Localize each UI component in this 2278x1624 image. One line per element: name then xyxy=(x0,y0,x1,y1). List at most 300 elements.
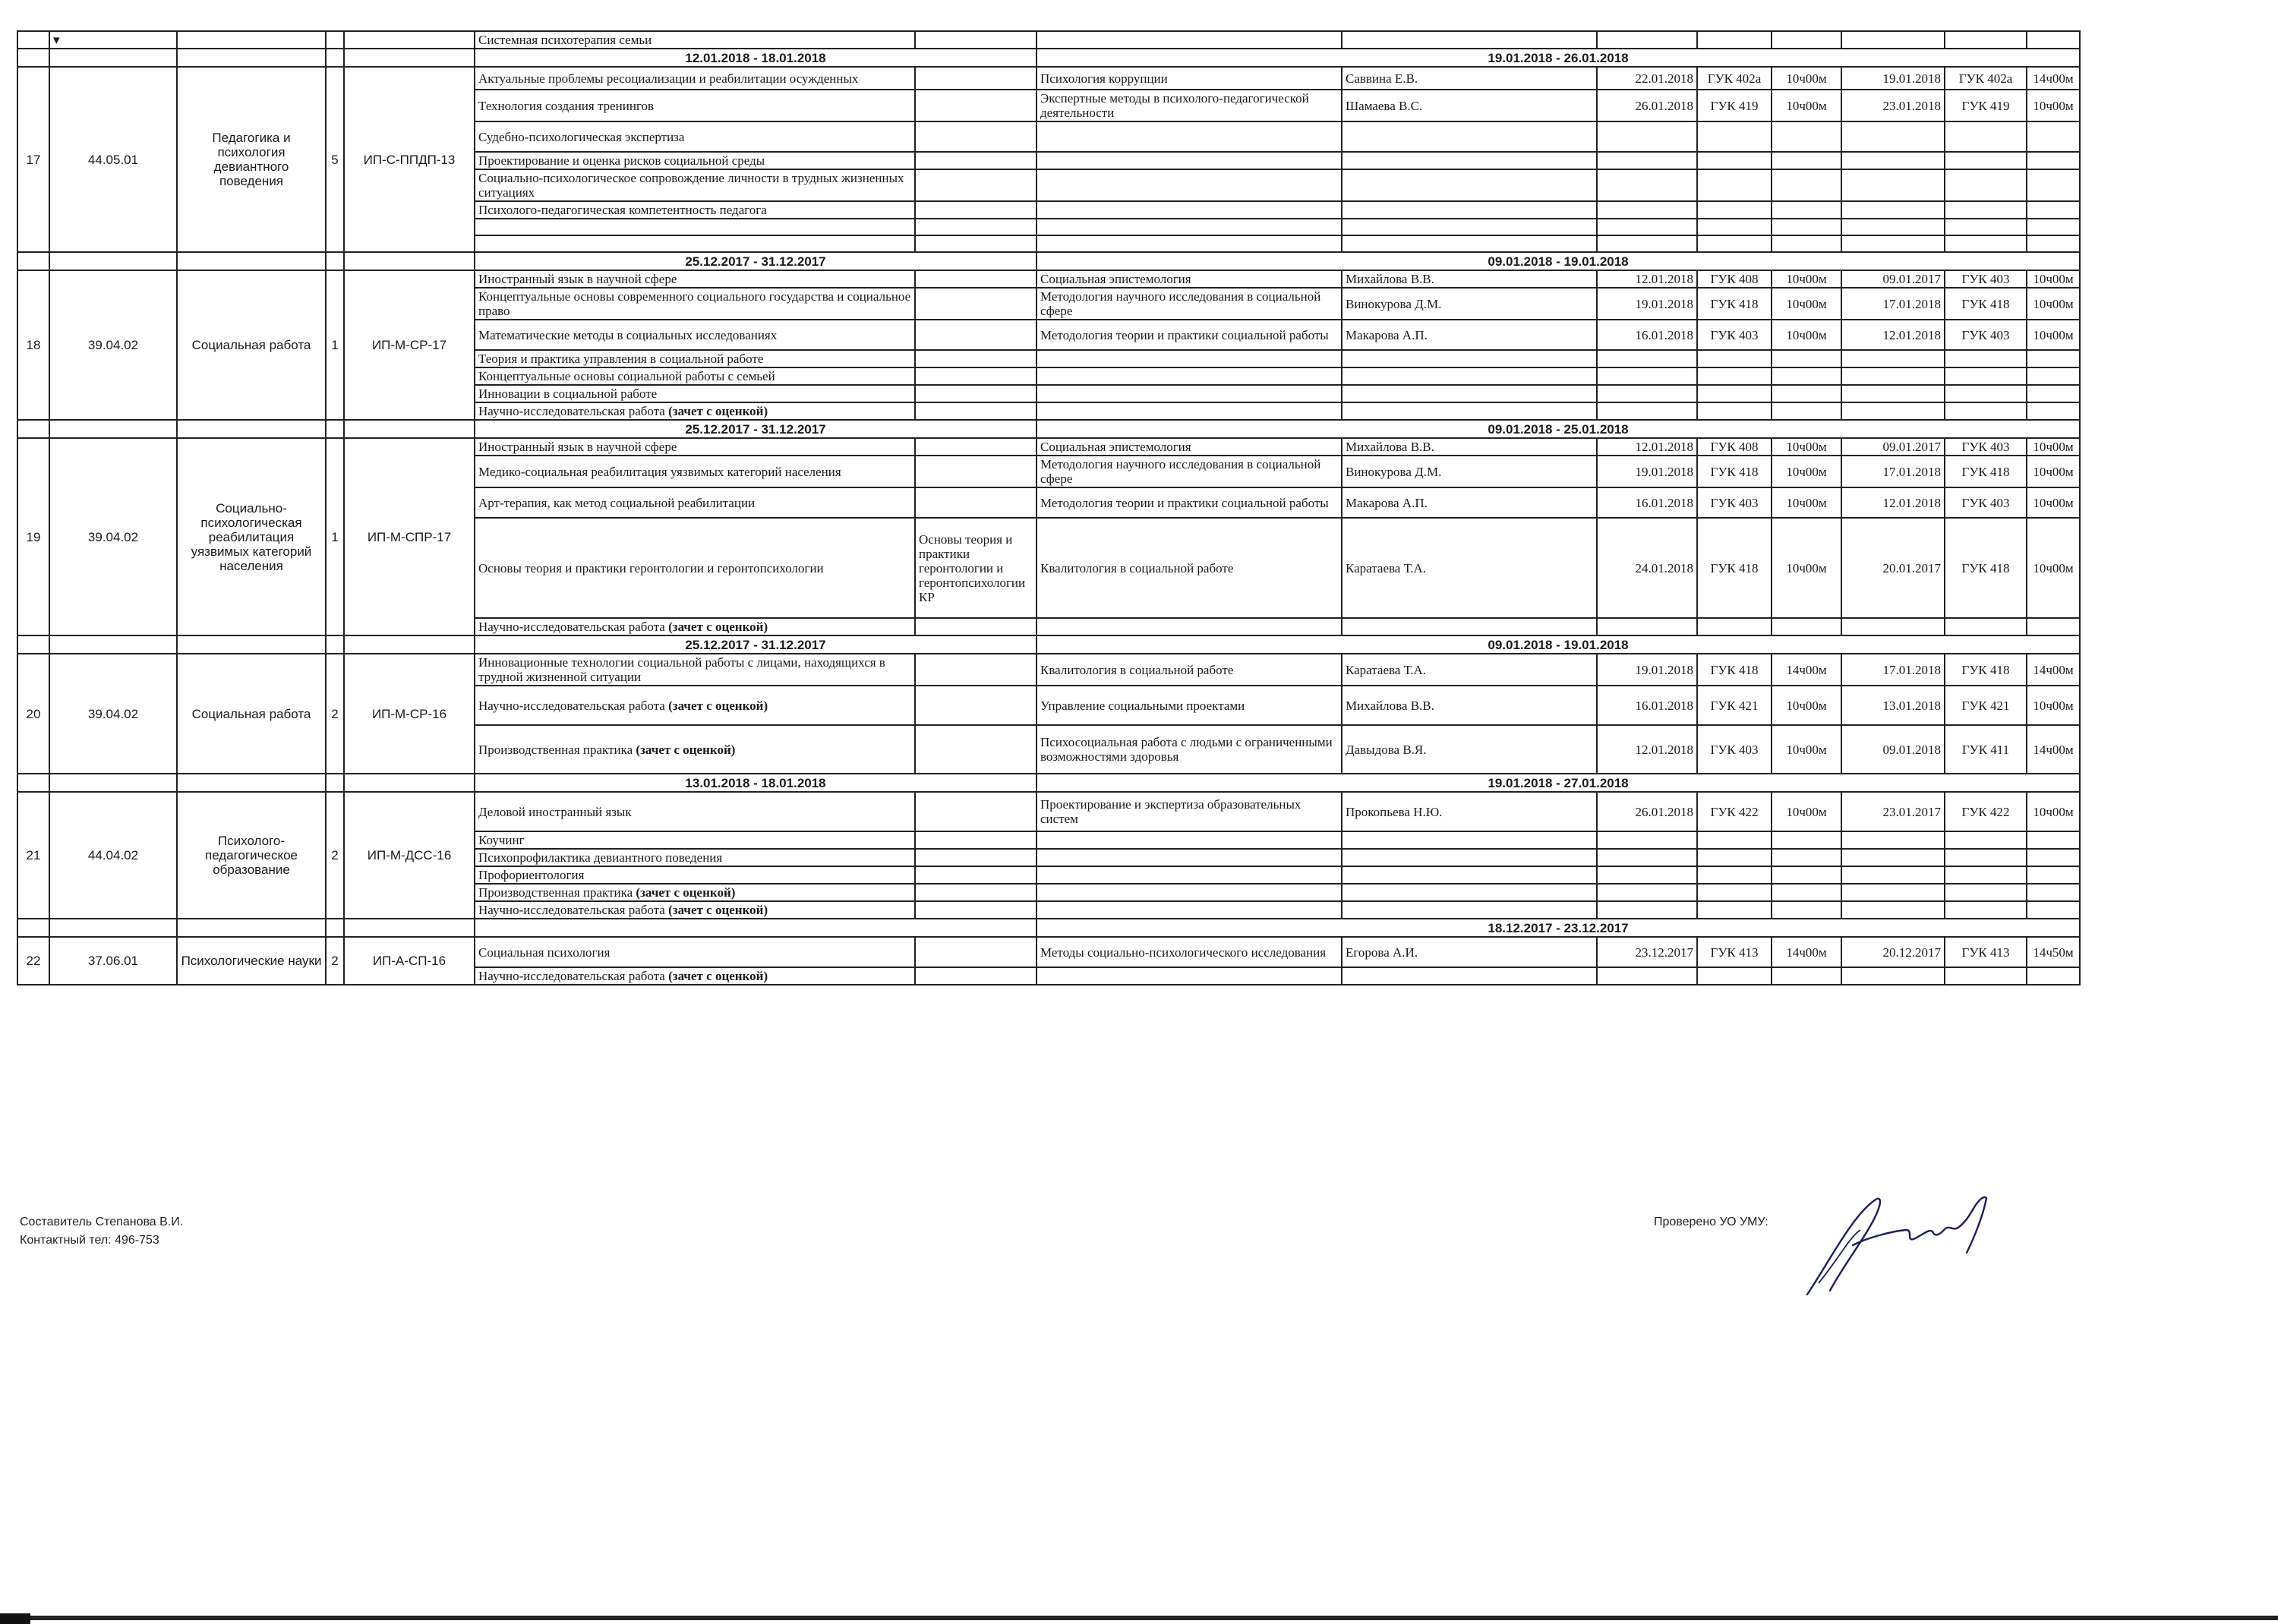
credit-type: (зачет с оценкой) xyxy=(668,969,768,983)
consult-date xyxy=(1841,169,1945,201)
exam-date xyxy=(1597,402,1697,420)
consult-time xyxy=(2027,235,2080,252)
credit-subject xyxy=(475,201,915,219)
consult-date xyxy=(1841,402,1945,420)
consult-time xyxy=(2027,152,2080,169)
consult-date xyxy=(1841,350,1945,367)
consult-room xyxy=(1945,866,2027,884)
exam-date: 12.01.2018 xyxy=(1597,438,1697,456)
consult-time xyxy=(2027,201,2080,219)
consult-room xyxy=(1945,849,2027,866)
exam-time xyxy=(1772,385,1841,402)
cell-empty xyxy=(1841,31,1945,49)
period-right: 19.01.2018 - 26.01.2018 xyxy=(1036,49,2080,67)
teacher-name xyxy=(1342,884,1597,901)
coursework-cell xyxy=(915,90,1036,121)
exam-date xyxy=(1597,121,1697,152)
consult-date: 09.01.2017 xyxy=(1841,438,1945,456)
exam-time: 10ч00м xyxy=(1772,90,1841,121)
table-row xyxy=(17,792,2080,831)
coursework-cell xyxy=(915,235,1036,252)
cell-empty xyxy=(17,252,49,270)
exam-subject: Управление социальными проектами xyxy=(1036,686,1342,725)
consult-time: 10ч00м xyxy=(2027,438,2080,456)
cell-empty xyxy=(1036,31,1342,49)
exam-subject xyxy=(1036,169,1342,201)
consult-room xyxy=(1945,350,2027,367)
cell-empty xyxy=(49,420,177,438)
exam-subject xyxy=(1036,367,1342,385)
coursework-cell xyxy=(915,937,1036,967)
cell-empty xyxy=(915,31,1036,49)
teacher-name: Михайлова В.В. xyxy=(1342,686,1597,725)
credit-subject-text: Профориентология xyxy=(478,868,585,882)
consult-date xyxy=(1841,152,1945,169)
exam-date xyxy=(1597,152,1697,169)
consult-date xyxy=(1841,235,1945,252)
cell-empty xyxy=(177,31,326,49)
consult-room xyxy=(1945,219,2027,235)
exam-room xyxy=(1697,219,1772,235)
cell-empty xyxy=(326,774,344,792)
semester: 1 xyxy=(326,438,344,635)
coursework-cell xyxy=(915,350,1036,367)
consult-room xyxy=(1945,884,2027,901)
exam-room: ГУК 408 xyxy=(1697,438,1772,456)
group-code: ИП-М-СПР-17 xyxy=(344,438,475,635)
consult-room xyxy=(1945,367,2027,385)
specialty-code: 44.05.01 xyxy=(49,67,177,252)
coursework-cell: Основы теория и практики геронтологии и геронтопсихологии КР xyxy=(915,518,1036,618)
credit-subject-text: Концептуальные основы современного социального государства и социальное право xyxy=(478,289,911,318)
exam-room xyxy=(1697,901,1772,919)
credit-subject xyxy=(475,792,915,831)
credit-subject xyxy=(475,849,915,866)
period-header-row xyxy=(17,252,2080,270)
consult-time xyxy=(2027,121,2080,152)
exam-subject: Психосоциальная работа с людьми с ограниченными возможностями здоровья xyxy=(1036,725,1342,774)
cell-empty xyxy=(177,774,326,792)
cell-empty xyxy=(2027,31,2080,49)
teacher-name: Винокурова Д.М. xyxy=(1342,456,1597,487)
credit-subject xyxy=(475,219,915,235)
exam-time: 10ч00м xyxy=(1772,270,1841,288)
credit-subject xyxy=(475,90,915,121)
period-left: 25.12.2017 - 31.12.2017 xyxy=(475,420,1036,438)
teacher-name xyxy=(1342,169,1597,201)
row-number: 21 xyxy=(17,792,49,919)
cell-empty xyxy=(177,635,326,654)
exam-time xyxy=(1772,884,1841,901)
credit-subject xyxy=(475,121,915,152)
coursework-cell xyxy=(915,67,1036,90)
credit-subject xyxy=(475,456,915,487)
credit-subject xyxy=(475,686,915,725)
cell-empty xyxy=(177,252,326,270)
teacher-name xyxy=(1342,152,1597,169)
exam-date: 12.01.2018 xyxy=(1597,725,1697,774)
consult-date: 12.01.2018 xyxy=(1841,487,1945,518)
credit-subject xyxy=(475,866,915,884)
contact-phone: Контактный тел: 496-753 xyxy=(20,1234,159,1247)
program-name: Педагогика и психология девиантного поведения xyxy=(177,67,326,252)
credit-subject xyxy=(475,725,915,774)
coursework-cell xyxy=(915,831,1036,849)
exam-date xyxy=(1597,618,1697,635)
credit-subject xyxy=(475,518,915,618)
semester: 1 xyxy=(326,270,344,420)
exam-time: 10ч00м xyxy=(1772,518,1841,618)
exam-subject xyxy=(1036,884,1342,901)
period-left: 25.12.2017 - 31.12.2017 xyxy=(475,252,1036,270)
period-right: 19.01.2018 - 27.01.2018 xyxy=(1036,774,2080,792)
table-row xyxy=(17,654,2080,686)
credit-subject-text: Иностранный язык в научной сфере xyxy=(478,440,677,454)
exam-time: 10ч00м xyxy=(1772,456,1841,487)
consult-date: 17.01.2018 xyxy=(1841,288,1945,320)
credit-subject xyxy=(475,270,915,288)
program-name: Социальная работа xyxy=(177,270,326,420)
cell-empty xyxy=(1697,31,1772,49)
exam-subject xyxy=(1036,201,1342,219)
exam-room: ГУК 402а xyxy=(1697,67,1772,90)
compiler-name: Составитель Степанова В.И. xyxy=(20,1216,184,1228)
exam-room xyxy=(1697,385,1772,402)
credit-subject-text: Социальная психология xyxy=(478,944,611,960)
consult-time xyxy=(2027,367,2080,385)
exam-time xyxy=(1772,901,1841,919)
exam-schedule-table xyxy=(17,30,2081,985)
credit-type: (зачет с оценкой) xyxy=(668,698,768,713)
coursework-cell xyxy=(915,169,1036,201)
exam-date xyxy=(1597,219,1697,235)
exam-room xyxy=(1697,967,1772,985)
semester: 2 xyxy=(326,654,344,774)
credit-subject-text: Теория и практика управления в социальной работе xyxy=(478,352,764,366)
cell-empty xyxy=(344,31,475,49)
consult-time: 10ч00м xyxy=(2027,518,2080,618)
credit-subject-text: Научно-исследовательская работа xyxy=(478,903,665,917)
semester: 2 xyxy=(326,937,344,985)
row-number: 20 xyxy=(17,654,49,774)
cell-empty xyxy=(326,49,344,67)
exam-date xyxy=(1597,367,1697,385)
credit-subject xyxy=(475,967,915,985)
specialty-code: 39.04.02 xyxy=(49,654,177,774)
exam-date: 23.12.2017 xyxy=(1597,937,1697,967)
table-row xyxy=(17,438,2080,456)
exam-subject: Проектирование и экспертиза образовательных систем xyxy=(1036,792,1342,831)
exam-date xyxy=(1597,385,1697,402)
scan-edge-mark xyxy=(0,1613,30,1624)
consult-time: 10ч00м xyxy=(2027,288,2080,320)
teacher-name: Прокопьева Н.Ю. xyxy=(1342,792,1597,831)
credit-subject-text: Коучинг xyxy=(478,833,525,847)
exam-subject xyxy=(1036,967,1342,985)
exam-room xyxy=(1697,367,1772,385)
exam-room xyxy=(1697,201,1772,219)
cell-empty xyxy=(49,919,177,937)
exam-subject xyxy=(1036,385,1342,402)
credit-subject xyxy=(475,152,915,169)
exam-subject xyxy=(1036,402,1342,420)
cell-empty xyxy=(49,774,177,792)
exam-room: ГУК 422 xyxy=(1697,792,1772,831)
group-code: ИП-С-ППДП-13 xyxy=(344,67,475,252)
consult-time: 14ч00м xyxy=(2027,67,2080,90)
exam-time: 14ч00м xyxy=(1772,654,1841,686)
cell-empty xyxy=(326,635,344,654)
exam-room: ГУК 413 xyxy=(1697,937,1772,967)
teacher-name: Шамаева В.С. xyxy=(1342,90,1597,121)
exam-time xyxy=(1772,618,1841,635)
coursework-cell xyxy=(915,288,1036,320)
program-name: Психологические науки xyxy=(177,937,326,985)
credit-subject-text: Научно-исследовательская работа xyxy=(478,620,665,634)
exam-subject xyxy=(1036,350,1342,367)
credit-type: (зачет с оценкой) xyxy=(668,620,768,634)
period-header-row xyxy=(17,774,2080,792)
exam-subject: Социальная эпистемология xyxy=(1036,270,1342,288)
consult-time xyxy=(2027,849,2080,866)
teacher-name xyxy=(1342,235,1597,252)
exam-room: ГУК 418 xyxy=(1697,456,1772,487)
credit-subject xyxy=(475,901,915,919)
coursework-cell xyxy=(915,884,1036,901)
credit-subject-text: Инновационные технологии социальной работы с лицами, находящихся в трудной жизненной ситуации xyxy=(478,655,885,684)
coursework-cell xyxy=(915,121,1036,152)
exam-time: 10ч00м xyxy=(1772,686,1841,725)
group-code: ИП-А-СП-16 xyxy=(344,937,475,985)
consult-time xyxy=(2027,169,2080,201)
cell-empty xyxy=(344,635,475,654)
exam-subject: Психология коррупции xyxy=(1036,67,1342,90)
teacher-name xyxy=(1342,385,1597,402)
consult-time xyxy=(2027,385,2080,402)
coursework-cell xyxy=(915,654,1036,686)
coursework-cell xyxy=(915,967,1036,985)
credit-subject-text: Научно-исследовательская работа xyxy=(478,969,665,983)
credit-subject-text: Научно-исследовательская работа xyxy=(478,698,665,713)
exam-subject xyxy=(1036,235,1342,252)
exam-subject xyxy=(1036,152,1342,169)
consult-room: ГУК 403 xyxy=(1945,438,2027,456)
exam-time xyxy=(1772,201,1841,219)
exam-date xyxy=(1597,169,1697,201)
exam-time: 10ч00м xyxy=(1772,438,1841,456)
consult-time xyxy=(2027,402,2080,420)
consult-date: 17.01.2018 xyxy=(1841,654,1945,686)
teacher-name xyxy=(1342,618,1597,635)
credit-subject-text: Деловой иностранный язык xyxy=(478,804,632,819)
cell-empty xyxy=(344,49,475,67)
teacher-name: Каратаева Т.А. xyxy=(1342,654,1597,686)
credit-subject xyxy=(475,654,915,686)
teacher-name xyxy=(1342,219,1597,235)
cell-empty xyxy=(17,420,49,438)
exam-subject: Экспертные методы в психолого-педагогической деятельности xyxy=(1036,90,1342,121)
cell-empty xyxy=(1597,31,1697,49)
consult-room: ГУК 418 xyxy=(1945,288,2027,320)
consult-date xyxy=(1841,884,1945,901)
consult-date: 20.01.2017 xyxy=(1841,518,1945,618)
exam-subject xyxy=(1036,831,1342,849)
exam-subject xyxy=(1036,618,1342,635)
consult-time: 14ч00м xyxy=(2027,654,2080,686)
consult-time: 10ч00м xyxy=(2027,270,2080,288)
credit-subject-text: Судебно-психологическая экспертиза xyxy=(478,129,685,144)
exam-subject xyxy=(1036,849,1342,866)
credit-subject-text: Научно-исследовательская работа xyxy=(478,404,665,418)
teacher-name xyxy=(1342,849,1597,866)
exam-date: 16.01.2018 xyxy=(1597,686,1697,725)
credit-subject xyxy=(475,937,915,967)
exam-time xyxy=(1772,402,1841,420)
teacher-name: Давыдова В.Я. xyxy=(1342,725,1597,774)
consult-room: ГУК 403 xyxy=(1945,487,2027,518)
specialty-code: 39.04.02 xyxy=(49,270,177,420)
coursework-cell xyxy=(915,686,1036,725)
row-number: 19 xyxy=(17,438,49,635)
exam-subject: Методология теории и практики социальной работы xyxy=(1036,487,1342,518)
exam-time xyxy=(1772,967,1841,985)
consult-date xyxy=(1841,849,1945,866)
credit-subject xyxy=(475,618,915,635)
exam-date xyxy=(1597,849,1697,866)
consult-date xyxy=(1841,901,1945,919)
consult-time xyxy=(2027,967,2080,985)
consult-date xyxy=(1841,385,1945,402)
coursework-cell xyxy=(915,270,1036,288)
exam-room xyxy=(1697,866,1772,884)
cell-empty xyxy=(1772,31,1841,49)
coursework-cell xyxy=(915,866,1036,884)
credit-subject-text: Производственная практика xyxy=(478,742,633,757)
period-left xyxy=(475,919,1036,937)
exam-date xyxy=(1597,350,1697,367)
table-row xyxy=(17,937,2080,967)
credit-subject xyxy=(475,438,915,456)
exam-time: 10ч00м xyxy=(1772,792,1841,831)
consult-room: ГУК 421 xyxy=(1945,686,2027,725)
subject-cell: Системная психотерапия семьи xyxy=(475,31,915,49)
cell-empty xyxy=(17,31,49,49)
coursework-cell xyxy=(915,725,1036,774)
cell-empty xyxy=(1342,31,1597,49)
period-left: 25.12.2017 - 31.12.2017 xyxy=(475,635,1036,654)
exam-room xyxy=(1697,402,1772,420)
exam-room: ГУК 403 xyxy=(1697,487,1772,518)
period-header-row xyxy=(17,919,2080,937)
exam-room: ГУК 408 xyxy=(1697,270,1772,288)
teacher-name: Винокурова Д.М. xyxy=(1342,288,1597,320)
credit-type: (зачет с оценкой) xyxy=(668,903,768,917)
coursework-cell xyxy=(915,849,1036,866)
cell-empty xyxy=(344,252,475,270)
consult-date: 23.01.2018 xyxy=(1841,90,1945,121)
cell-empty: ▾ xyxy=(49,31,177,49)
coursework-cell xyxy=(915,385,1036,402)
credit-subject-text: Психопрофилактика девиантного поведения xyxy=(478,850,723,865)
scan-edge xyxy=(0,1616,2278,1620)
consult-date xyxy=(1841,201,1945,219)
consult-room: ГУК 418 xyxy=(1945,456,2027,487)
teacher-name xyxy=(1342,901,1597,919)
exam-subject: Методология научного исследования в социальной сфере xyxy=(1036,456,1342,487)
exam-time xyxy=(1772,350,1841,367)
exam-room xyxy=(1697,618,1772,635)
period-header-row xyxy=(17,635,2080,654)
coursework-cell xyxy=(915,438,1036,456)
program-name: Психолого-педагогическое образование xyxy=(177,792,326,919)
period-right: 09.01.2018 - 25.01.2018 xyxy=(1036,420,2080,438)
cell-empty xyxy=(326,252,344,270)
exam-room xyxy=(1697,121,1772,152)
exam-date: 19.01.2018 xyxy=(1597,456,1697,487)
exam-room xyxy=(1697,235,1772,252)
consult-date xyxy=(1841,121,1945,152)
exam-room: ГУК 421 xyxy=(1697,686,1772,725)
cell-empty xyxy=(326,31,344,49)
credit-subject xyxy=(475,67,915,90)
consult-time: 14ч50м xyxy=(2027,937,2080,967)
specialty-code: 44.04.02 xyxy=(49,792,177,919)
exam-time: 10ч00м xyxy=(1772,487,1841,518)
teacher-name: Саввина Е.В. xyxy=(1342,67,1597,90)
table-row xyxy=(17,67,2080,90)
consult-room xyxy=(1945,152,2027,169)
group-code: ИП-М-СР-16 xyxy=(344,654,475,774)
coursework-cell xyxy=(915,152,1036,169)
exam-time: 10ч00м xyxy=(1772,320,1841,350)
cell-empty xyxy=(1945,31,2027,49)
exam-date xyxy=(1597,831,1697,849)
period-header-row xyxy=(17,49,2080,67)
teacher-name xyxy=(1342,367,1597,385)
consult-date: 20.12.2017 xyxy=(1841,937,1945,967)
coursework-cell xyxy=(915,487,1036,518)
exam-room xyxy=(1697,350,1772,367)
consult-date xyxy=(1841,831,1945,849)
exam-date: 26.01.2018 xyxy=(1597,90,1697,121)
coursework-cell xyxy=(915,402,1036,420)
table-row xyxy=(17,270,2080,288)
row-number: 18 xyxy=(17,270,49,420)
consult-time: 10ч00м xyxy=(2027,487,2080,518)
cell-empty xyxy=(49,49,177,67)
consult-time xyxy=(2027,831,2080,849)
credit-subject xyxy=(475,235,915,252)
consult-time xyxy=(2027,350,2080,367)
consult-room xyxy=(1945,901,2027,919)
consult-room: ГУК 402а xyxy=(1945,67,2027,90)
consult-date xyxy=(1841,219,1945,235)
exam-date xyxy=(1597,901,1697,919)
consult-room xyxy=(1945,967,2027,985)
consult-room: ГУК 418 xyxy=(1945,518,2027,618)
credit-subject xyxy=(475,385,915,402)
exam-subject xyxy=(1036,121,1342,152)
exam-room xyxy=(1697,152,1772,169)
exam-subject: Квалитология в социальной работе xyxy=(1036,654,1342,686)
cell-empty xyxy=(177,420,326,438)
exam-room: ГУК 418 xyxy=(1697,518,1772,618)
exam-subject: Социальная эпистемология xyxy=(1036,438,1342,456)
exam-room xyxy=(1697,831,1772,849)
consult-time: 10ч00м xyxy=(2027,456,2080,487)
group-code: ИП-М-ДСС-16 xyxy=(344,792,475,919)
teacher-name xyxy=(1342,831,1597,849)
